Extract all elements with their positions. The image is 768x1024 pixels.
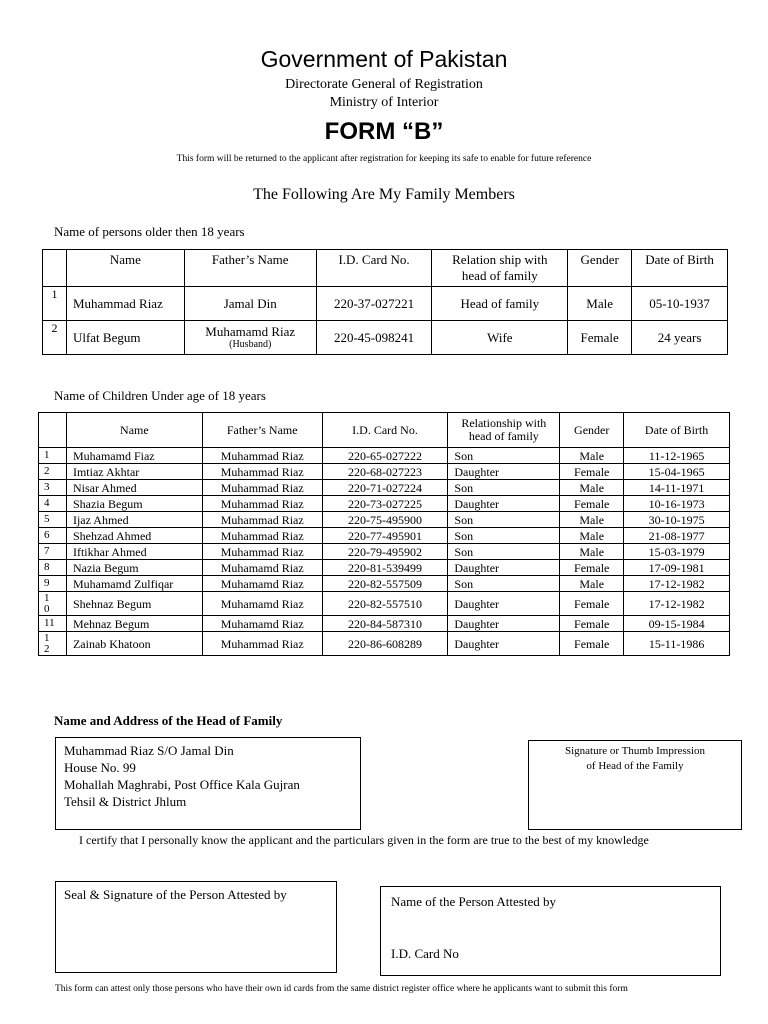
address-line-tehsil: Tehsil & District Jhlum [64,794,187,809]
relation: Daughter [448,616,560,632]
relation: Son [448,480,560,496]
signature-box [528,740,742,830]
table-row [39,464,730,480]
id-card-number: 220-86-608289 [322,632,448,656]
certification-statement: I certify that I personally know the applicant and the particulars given in the form are true to the best of my knowledge [79,833,649,847]
gender: Male [560,544,624,560]
relation-header [432,250,568,287]
address-line-house: House No. 99 [64,760,136,775]
father-name-cell [184,321,316,355]
date-of-birth: 24 years [632,321,728,355]
page-title: Government of Pakistan [260,46,508,72]
id-card-number: 220-79-495902 [322,544,448,560]
adults-header-row [43,250,728,287]
row-number [39,448,67,464]
row-number-part1: 4 [44,497,50,509]
row-number-part1: 1 [44,631,50,644]
signature-label-line1: Signature or Thumb Impression [564,745,706,757]
sn-header [43,250,67,287]
table-row [43,287,728,321]
adults-caption: Name of persons older then 18 years [54,224,245,239]
row-number [39,512,67,528]
row-number [39,560,67,576]
father-name: Muhamamd Riaz [202,560,322,576]
relation: Daughter [448,560,560,576]
gender: Male [560,512,624,528]
row-number-part1: 7 [44,545,50,557]
directorate-subtitle: Directorate General of Registration [285,77,483,92]
row-number-part1: 2 [44,465,50,477]
relation: Daughter [448,464,560,480]
children-header-row [39,413,730,448]
row-number-part1: 3 [44,481,50,493]
table-row [39,560,730,576]
date-of-birth: 11-12-1965 [624,448,730,464]
gender: Female [560,616,624,632]
row-number-part1: 8 [44,561,50,573]
date-of-birth: 17-12-1982 [624,576,730,592]
relation-header-line1: Relation ship with [452,252,548,267]
child-name: Mehnaz Begum [66,616,202,632]
father-name: Muhammad Riaz [202,544,322,560]
attested-name-label: Name of the Person Attested by [391,894,556,909]
date-of-birth: 10-16-1973 [624,496,730,512]
father-name: Muhamamd Riaz [202,576,322,592]
date-of-birth: 17-12-1982 [624,592,730,616]
id-card-number: 220-77-495901 [322,528,448,544]
child-name: Shehzad Ahmed [66,528,202,544]
family-members-heading: The Following Are My Family Members [253,186,515,203]
id-card-number: 220-68-027223 [322,464,448,480]
row-number [39,528,67,544]
sn-header [39,413,67,448]
name-header: Name [66,413,202,448]
row-number [39,592,67,616]
gender: Male [560,448,624,464]
relation: Son [448,544,560,560]
id-card-header: I.D. Card No. [322,413,448,448]
row-number-part1: 5 [44,513,50,525]
gender: Female [560,496,624,512]
table-row [39,632,730,656]
seal-signature-label: Seal & Signature of the Person Attested by [64,887,287,902]
name-header: Name [66,250,184,287]
gender-header: Gender [560,413,624,448]
row-number [39,464,67,480]
attested-id-card-label: I.D. Card No [391,946,459,961]
id-card-number: 220-71-027224 [322,480,448,496]
father-name: Muhammad Riaz [202,448,322,464]
child-name: Nisar Ahmed [66,480,202,496]
table-row [39,576,730,592]
date-of-birth: 14-11-1971 [624,480,730,496]
table-row [39,528,730,544]
row-number-part1: 9 [44,577,50,589]
row-number: 2 [43,321,67,355]
father-name: Muhamamd Riaz [205,324,296,339]
row-number [39,544,67,560]
relation: Daughter [448,632,560,656]
id-card-header: I.D. Card No. [316,250,432,287]
row-number-part1: 1 [44,591,50,604]
father-name: Muhammad Riaz [202,480,322,496]
relation: Wife [432,321,568,355]
gender: Female [560,592,624,616]
date-of-birth: 30-10-1975 [624,512,730,528]
person-name: Ulfat Begum [66,321,184,355]
table-row [39,616,730,632]
gender: Female [568,321,632,355]
row-number-part2: 2 [44,642,50,655]
father-note: (Husband) [229,339,272,350]
date-of-birth: 09-15-1984 [624,616,730,632]
id-card-number: 220-84-587310 [322,616,448,632]
relation: Daughter [448,592,560,616]
footer-note: This form can attest only those persons who have their own id cards from the same district register office where he applicants want to submit this form [55,984,628,994]
children-caption: Name of Children Under age of 18 years [54,388,266,403]
person-name: Muhammad Riaz [66,287,184,321]
row-number [39,496,67,512]
date-of-birth: 15-04-1965 [624,464,730,480]
form-title: FORM “B” [324,118,444,145]
id-card-number: 220-65-027222 [322,448,448,464]
father-name: Jamal Din [184,287,316,321]
row-number-part1: 1 [44,449,50,461]
child-name: Muhamamd Zulfiqar [66,576,202,592]
address-line-name: Muhammad Riaz S/O Jamal Din [64,743,234,758]
date-of-birth: 15-11-1986 [624,632,730,656]
date-of-birth: 05-10-1937 [632,287,728,321]
address-box [55,737,361,830]
attested-by-box [380,886,721,976]
relation: Daughter [448,496,560,512]
father-name: Muhammad Riaz [202,632,322,656]
date-of-birth: 17-09-1981 [624,560,730,576]
id-card-number: 220-37-027221 [316,287,432,321]
date-of-birth: 15-03-1979 [624,544,730,560]
father-name: Muhammad Riaz [202,528,322,544]
child-name: Iftikhar Ahmed [66,544,202,560]
dob-header: Date of Birth [632,250,728,287]
id-card-number: 220-75-495900 [322,512,448,528]
gender: Female [560,632,624,656]
row-number-part2: 0 [44,602,50,615]
signature-label-line2: of Head of the Family [586,760,684,772]
table-row [39,496,730,512]
row-number-part1: 11 [44,617,55,629]
father-name: Muhamamd Riaz [202,592,322,616]
child-name: Muhamamd Fiaz [66,448,202,464]
gender-header: Gender [568,250,632,287]
father-name: Muhamamd Riaz [202,616,322,632]
relation-header [448,413,560,448]
relation: Son [448,512,560,528]
table-row [39,448,730,464]
father-name-header: Father’s Name [184,250,316,287]
relation: Son [448,528,560,544]
children-table [38,412,730,656]
table-row [39,544,730,560]
id-card-number: 220-73-027225 [322,496,448,512]
table-row [39,592,730,616]
row-number: 1 [43,287,67,321]
gender: Male [560,480,624,496]
dob-header: Date of Birth [624,413,730,448]
gender: Female [560,464,624,480]
table-row [43,321,728,355]
address-heading: Name and Address of the Head of Family [54,713,283,728]
child-name: Ijaz Ahmed [66,512,202,528]
relation-header-line2: head of family [461,268,538,283]
child-name: Imtiaz Akhtar [66,464,202,480]
address-line-mohallah: Mohallah Maghrabi, Post Office Kala Gujran [64,777,300,792]
seal-signature-box [55,881,337,973]
gender: Male [560,576,624,592]
gender: Male [560,528,624,544]
father-name: Muhammad Riaz [202,464,322,480]
id-card-number: 220-82-557509 [322,576,448,592]
father-name-header: Father’s Name [202,413,322,448]
children-body [39,448,730,656]
id-card-number: 220-82-557510 [322,592,448,616]
ministry-subtitle: Ministry of Interior [329,95,439,110]
row-number [39,616,67,632]
return-note: This form will be returned to the applicant after registration for keeping its safe to enable for future reference [176,154,592,164]
table-row [39,512,730,528]
gender: Male [568,287,632,321]
father-name: Muhammad Riaz [202,512,322,528]
relation: Head of family [432,287,568,321]
id-card-number: 220-81-539499 [322,560,448,576]
father-name: Muhammad Riaz [202,496,322,512]
adults-table [42,249,728,355]
relation: Son [448,576,560,592]
child-name: Shazia Begum [66,496,202,512]
child-name: Shehnaz Begum [66,592,202,616]
date-of-birth: 21-08-1977 [624,528,730,544]
row-number-part1: 6 [44,529,50,541]
relation-header-line2: head of family [468,429,539,443]
relation: Son [448,448,560,464]
child-name: Zainab Khatoon [66,632,202,656]
gender: Female [560,560,624,576]
child-name: Nazia Begum [66,560,202,576]
row-number [39,632,67,656]
row-number [39,576,67,592]
relation-header-line1: Relationship with [461,416,547,430]
id-card-number: 220-45-098241 [316,321,432,355]
table-row [39,480,730,496]
row-number [39,480,67,496]
